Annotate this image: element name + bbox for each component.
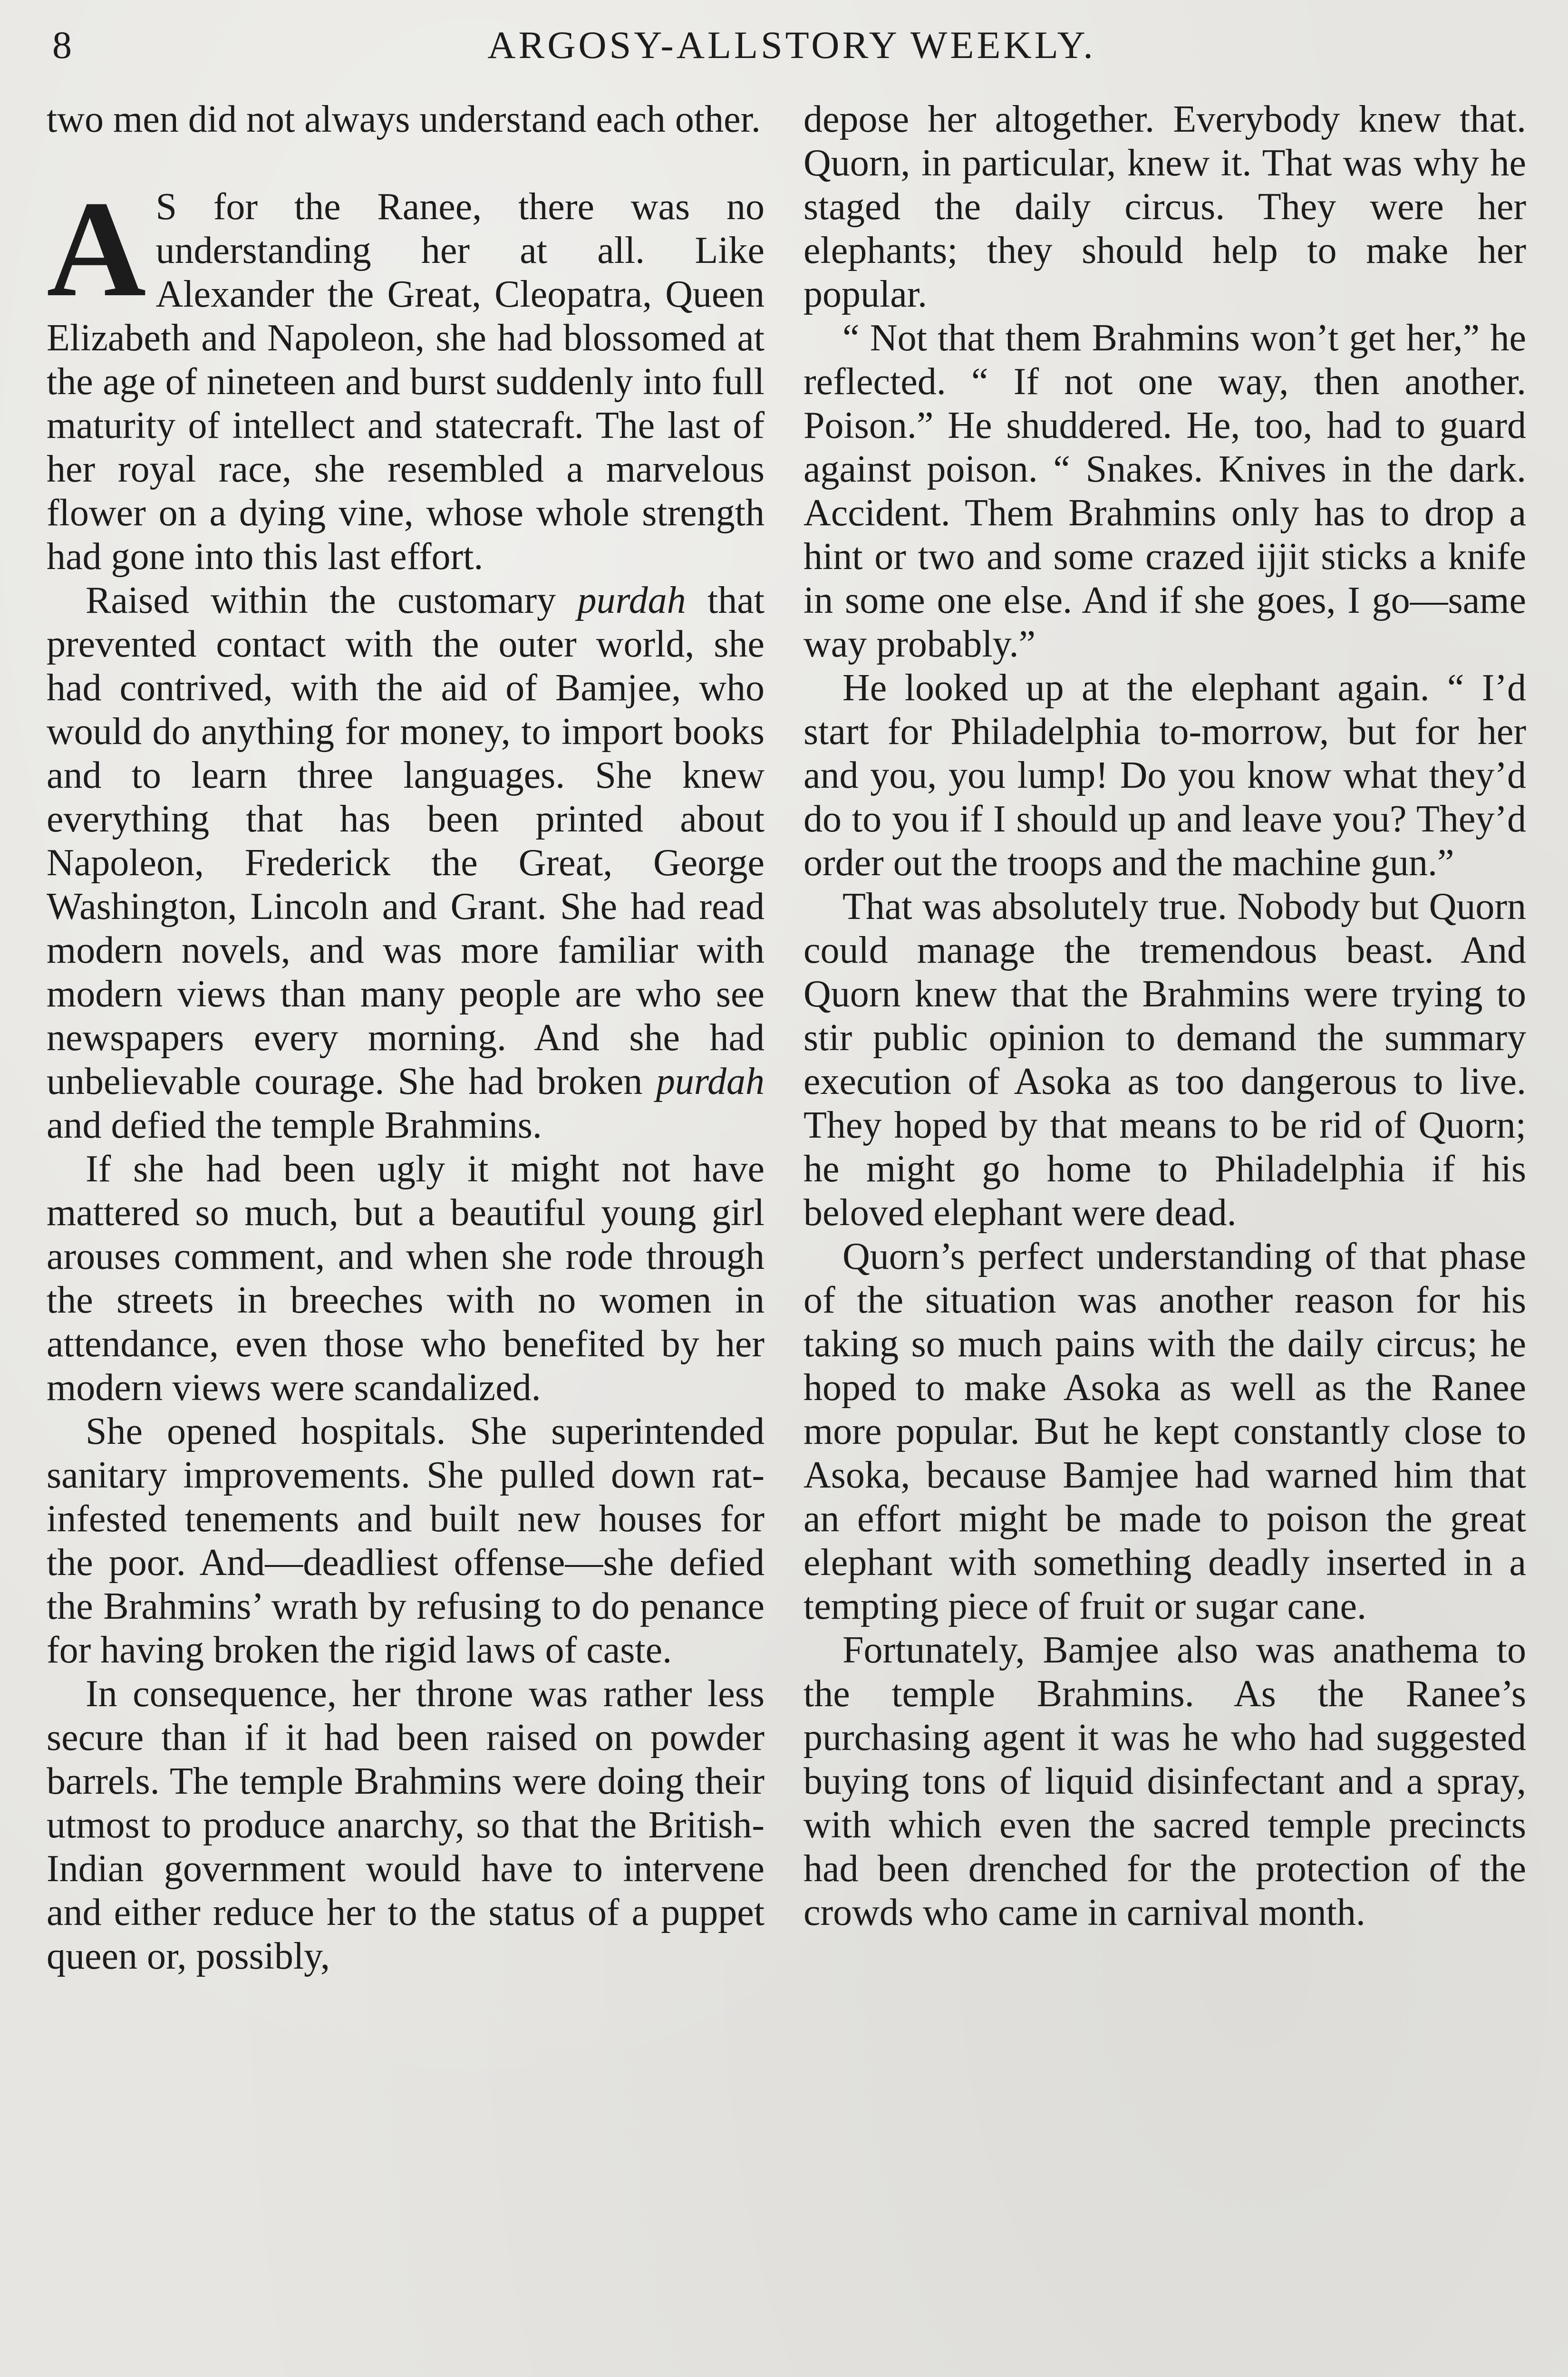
paragraph: Fortunately, Bamjee also was anathema to the temple Brahmins. As the Ranee’s purchasing agent it was he who had suggested buying tons of liquid disinfectant and a spray, with which even the sacred temple precincts had been drenched for the protection of the crowds who came in carnival month. <box>803 1629 1526 1933</box>
text-run: that prevented contact with the outer world, she had contrived, with the aid of Bamjee, who would do anything for money, to import books and to learn three languages. She knew everything that has been printed about Napoleon, Frederick the Great, George Washington, Lincoln and Grant. She had read modern novels, and was more familiar with modern views than many people are who see newspapers every morning. And she had unbelievable courage. She had broken <box>47 580 765 1102</box>
paragraph: That was absolutely true. Nobody but Quorn could manage the tremendous beast. And Quorn knew that the Brahmins were trying to stir public opinion to demand the summary execution of Asoka as too dangerous to live. They hoped by that means to be rid of Quorn; he might go home to Philadelphia if his beloved elephant were dead. <box>803 886 1526 1234</box>
left-column <box>47 97 765 1978</box>
paragraph: If she had been ugly it might not have mattered so much, but a beautiful young girl arouses comment, and when she rode through the streets in breeches with no women in attendance, even those who benefited by her modern views were scandalized. <box>47 1148 765 1409</box>
text-run: and defied the temple Brahmins. <box>47 1104 542 1146</box>
paragraph: “ Not that them Brahmins won’t get her,” he reflected. “ If not one way, then another. Poison.” He shuddered. He, too, had to guard against poison. “ Snakes. Knives in the dark. Accident. Them Brahmins only has to drop a hint or two and some crazed ijjit sticks a knife in some one else. And if she goes, I go—same way probably.” <box>803 317 1526 665</box>
italic-word: purdah <box>577 580 686 621</box>
paragraph-dropcap <box>47 173 765 579</box>
magazine-title: ARGOSY-ALLSTORY WEEKLY. <box>487 23 1096 67</box>
page-number: 8 <box>52 23 72 67</box>
paragraph: depose her altogether. Everybody knew that. Quorn, in particular, knew it. That was why he staged the daily circus. They were her elephants; they should help to make her popular. <box>803 98 1526 315</box>
drop-cap: A <box>47 173 146 325</box>
paragraph: Quorn’s perfect understanding of that phase of the situation was another reason for his taking so much pains with the daily circus; he hoped to make Asoka as well as the Ranee more popular. But he kept constantly close to Asoka, because Bamjee had warned him that an effort might be made to poison the great elephant with something deadly inserted in a tempting piece of fruit or sugar cane. <box>803 1236 1526 1627</box>
right-column <box>803 97 1526 1934</box>
paragraph: In consequence, her throne was rather less secure than if it had been raised on powder barrels. The temple Brahmins were doing their utmost to produce anarchy, so that the British-Indian government would have to intervene and either reduce her to the status of a puppet queen or, possibly, <box>47 1673 765 1977</box>
text-run: Raised within the customary <box>86 580 578 621</box>
paragraph: He looked up at the elephant again. “ I’d start for Philadelphia to-morrow, but for her and you, you lump! Do you know what they’d do to you if I should up and leave you? They’d order out the troops and the machine gun.” <box>803 667 1526 884</box>
paragraph <box>47 579 765 1147</box>
paragraph: She opened hospitals. She superintended sanitary improvements. She pulled down rat-infested tenements and built new houses for the poor. And—deadliest offense—she defied the Brahmins’ wrath by refusing to do penance for having broken the rigid laws of caste. <box>47 1411 765 1671</box>
italic-word: purdah <box>656 1061 765 1102</box>
paragraph: two men did not always understand each other. <box>47 98 761 140</box>
page-header <box>43 13 1540 85</box>
paragraph-text: S for the Ranee, there was no understanding her at all. Like Alexander the Great, Cleopatra, Queen Elizabeth and Napoleon, she had blossomed at the age of nineteen and burst suddenly into full maturity of intellect and statecraft. The last of her royal race, she resembled a marvelous flower on a dying vine, whose whole strength had gone into this last effort. <box>47 186 765 578</box>
